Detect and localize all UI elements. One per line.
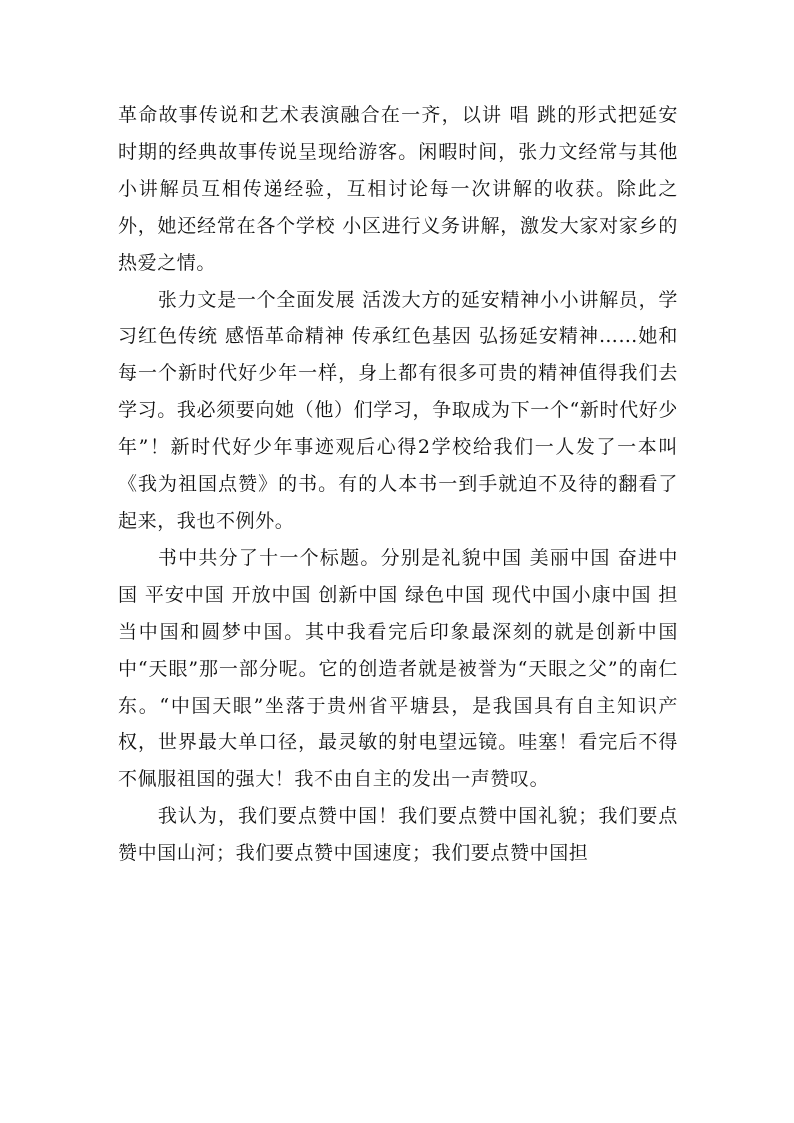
paragraph-4: 我认为，我们要点赞中国！我们要点赞中国礼貌；我们要点赞中国山河；我们要点赞中国速度；我们要点赞中国担: [118, 805, 678, 865]
paragraph-1: 革命故事传说和艺术表演融合在一齐，以讲 唱 跳的形式把延安时期的经典故事传说呈现给游客。闲暇时间，张力文经常与其他小讲解员互相传递经验，互相讨论每一次讲解的收获。除此之外，她还经常在各个学校 小区进行义务讲解，激发大家对家乡的热爱之情。: [118, 104, 678, 274]
paragraph-2: 张力文是一个全面发展 活泼大方的延安精神小小讲解员，学习红色传统 感悟革命精神 传承红色基因 弘扬延安精神……她和每一个新时代好少年一样，身上都有很多可贵的精神值得我们去学习。我必须要向她（他）们学习，争取成为下一个“新时代好少年”！新时代好少年事迹观后心得2学校给我们一人发了一本叫《我为祖国点赞》的书。有的人本书一到手就迫不及待的翻看了起来，我也不例外。: [118, 288, 678, 532]
document-body: [118, 97, 678, 872]
paragraph-3: 书中共分了十一个标题。分别是礼貌中国 美丽中国 奋进中国 平安中国 开放中国 创新中国 绿色中国 现代中国小康中国 担当中国和圆梦中国。其中我看完后印象最深刻的就是创新中国中“天眼”那一部分呢。它的创造者就是被誉为“天眼之父”的南仁东。“中国天眼”坐落于贵州省平塘县，是我国具有自主知识产权，世界最大单口径，最灵敏的射电望远镜。哇塞！看完后不得不佩服祖国的强大！我不由自主的发出一声赞叹。: [118, 546, 678, 791]
